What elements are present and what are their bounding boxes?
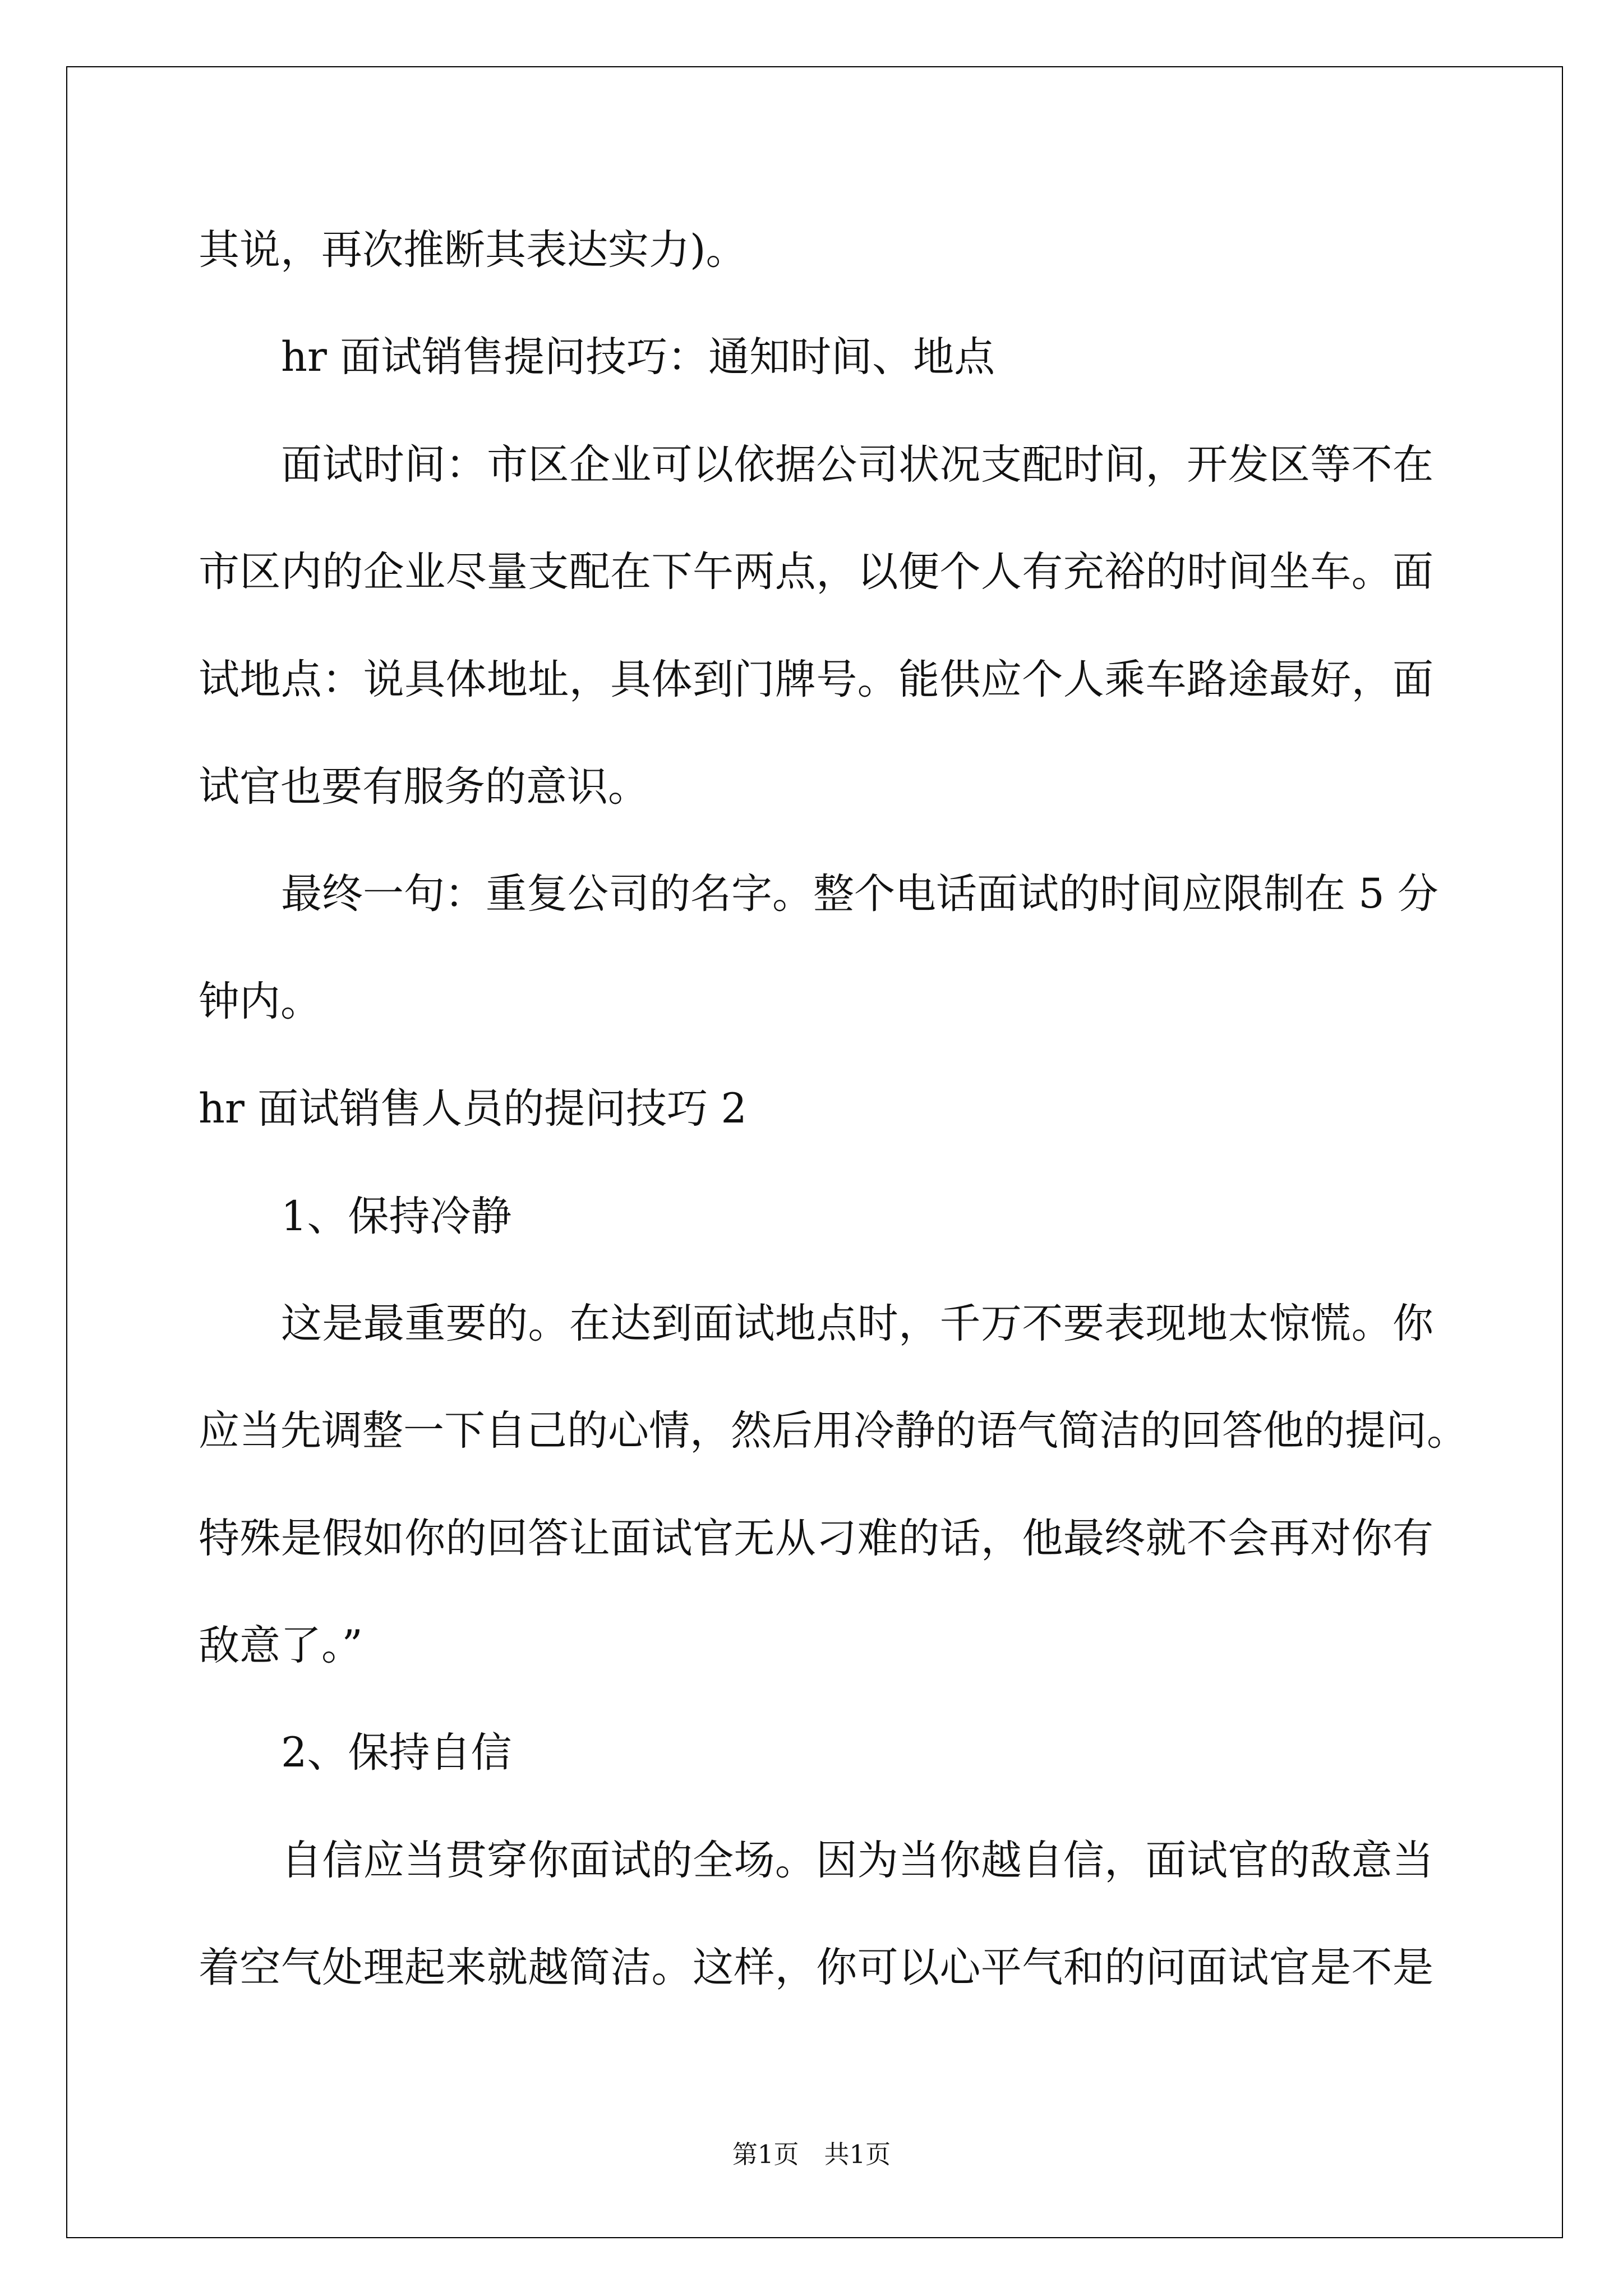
paragraph xyxy=(199,1807,1433,2022)
text-line: 应当先调整一下自己的心情，然后用冷静的语气简洁的回答他的提问。 xyxy=(199,1407,1468,1455)
text-line: 着空气处理起来就越简洁。这样，你可以心平气和的问面试官是不是 xyxy=(199,1944,1433,1992)
paragraph xyxy=(199,196,1433,303)
text-line: 最终一句：重复公司的名字。整个电话面试的时间应限制在 5 分 xyxy=(281,870,1438,918)
list-item-heading xyxy=(199,1699,1433,1806)
section-heading-text: hr 面试销售人员的提问技巧 2 xyxy=(199,1085,747,1133)
page-number: 第1页 共1页 xyxy=(732,2139,891,2169)
document-body xyxy=(199,196,1468,2022)
list-item-heading-text: 2、保持自信 xyxy=(281,1729,512,1777)
text-line: 试官也要有服务的意识。 xyxy=(199,762,649,811)
text-line: 特殊是假如你的回答让面试官无从刁难的话，他最终就不会再对你有 xyxy=(199,1514,1433,1562)
paragraph xyxy=(199,840,1438,1055)
text-line: 自信应当贯穿你面试的全场。因为当你越自信，面试官的敌意当 xyxy=(281,1836,1433,1884)
text-line: 面试时间：市区企业可以依据公司状况支配时间，开发区等不在 xyxy=(281,440,1433,489)
subheading-text: hr 面试销售提问技巧：通知时间、地点 xyxy=(281,333,995,381)
text-line: 敌意了。” xyxy=(199,1622,363,1670)
subheading xyxy=(199,303,1433,411)
text-line: 市区内的企业尽量支配在下午两点，以便个人有充裕的时间坐车。面 xyxy=(199,548,1433,596)
text-line: 这是最重要的。在达到面试地点时，千万不要表现地太惊慌。你 xyxy=(281,1299,1433,1347)
paragraph xyxy=(199,411,1433,841)
list-item-heading xyxy=(199,1163,1433,1270)
list-item-heading-text: 1、保持冷静 xyxy=(281,1192,512,1240)
text-line: 其说，再次推断其表达实力)。 xyxy=(199,226,747,274)
section-heading xyxy=(199,1055,1433,1162)
text-line: 钟内。 xyxy=(199,977,321,1025)
page-footer xyxy=(0,2138,1623,2171)
text-line: 试地点：说具体地址，具体到门牌号。能供应个人乘车路途最好，面 xyxy=(199,655,1433,703)
paragraph xyxy=(199,1270,1468,1700)
